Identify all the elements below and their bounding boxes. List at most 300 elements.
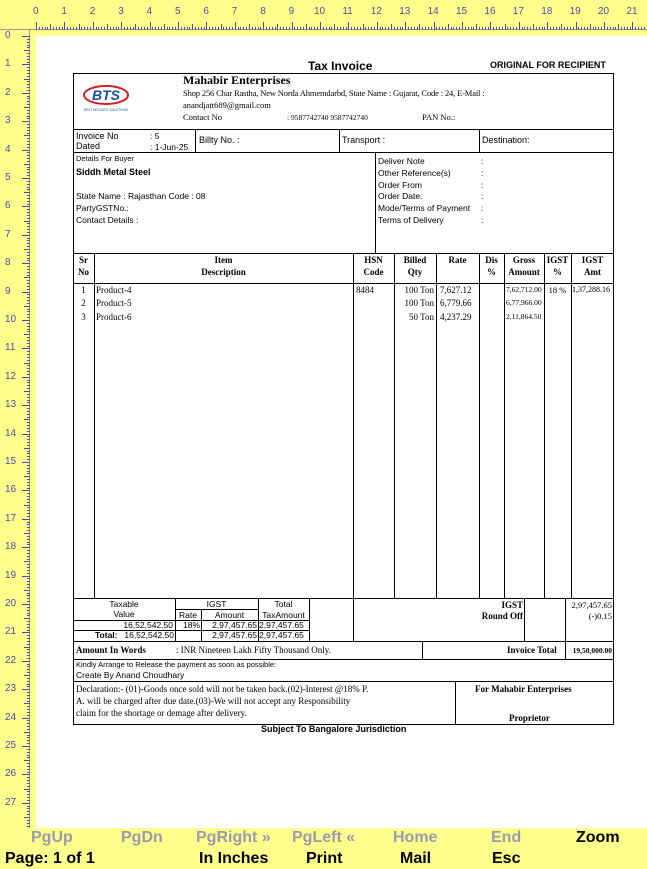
ruler-tick (218, 27, 219, 30)
ruler-tick (382, 27, 383, 30)
ruler-tick (27, 587, 30, 588)
ruler-tick (27, 388, 30, 389)
pgleft-button[interactable]: PgLeft « (292, 829, 356, 846)
ruler-tick (530, 27, 531, 30)
ruler-tick (67, 27, 68, 30)
ruler-tick (527, 27, 528, 30)
ruler-tick (507, 27, 508, 30)
ruler-tick (27, 712, 30, 713)
ruler-tick (27, 735, 30, 736)
ruler-tick (22, 178, 30, 179)
ruler-tick (27, 215, 30, 216)
column-header-igst-amt: Amt (584, 267, 601, 277)
ruler-tick (27, 87, 30, 88)
ruler-tick (27, 181, 30, 182)
ruler-tick (357, 27, 358, 30)
ruler-tick (121, 22, 122, 30)
ruler-tick (27, 340, 30, 341)
declaration-line-3: claim for the shortage or demage after delivery. (76, 708, 247, 718)
home-button[interactable]: Home (393, 829, 438, 846)
ruler-v-label: 5 (5, 172, 11, 183)
billty-label: Billty No. : (199, 135, 240, 145)
ruler-tick (27, 62, 30, 63)
igst-label: IGST (206, 599, 227, 609)
ruler-tick (22, 150, 30, 151)
ruler-tick (212, 27, 213, 30)
ruler-tick (516, 27, 517, 30)
ruler-tick (22, 746, 30, 747)
ruler-tick (27, 453, 30, 454)
ruler-tick (621, 27, 622, 30)
esc-button[interactable]: Esc (492, 850, 521, 867)
ruler-tick (27, 127, 30, 128)
ruler-v-label: 23 (5, 683, 17, 695)
ruler-tick (394, 27, 395, 30)
pgright-button[interactable]: PgRight » (196, 829, 271, 846)
ruler-tick (27, 411, 30, 412)
ruler-tick (27, 187, 30, 188)
ruler-tick (340, 27, 341, 30)
ruler-tick (27, 621, 30, 622)
ruler-tick (439, 27, 440, 30)
total-label: Total (274, 599, 293, 609)
ruler-tick (459, 27, 460, 30)
ruler-tick (27, 53, 30, 54)
ruler-tick (198, 27, 199, 30)
print-button[interactable]: Print (306, 850, 343, 867)
ruler-tick (189, 27, 190, 30)
column-header-qty: Billed (403, 255, 427, 265)
ruler-tick (593, 27, 594, 30)
ruler-tick (27, 607, 30, 608)
ruler-tick (27, 195, 30, 196)
table-cell-rate: 6,779.66 (440, 298, 472, 309)
ruler-h-label: 17 (512, 6, 524, 17)
ruler-tick (275, 27, 276, 30)
ruler-tick (283, 27, 284, 30)
ruler-tick (64, 22, 65, 30)
ruler-tick (419, 24, 420, 30)
ruler-tick (27, 442, 30, 443)
ruler-tick (192, 24, 193, 30)
ruler-tick (567, 27, 568, 30)
ruler-v-label: 6 (5, 200, 11, 212)
created-by: Create By Anand Choudhary (76, 670, 185, 680)
ruler-tick (27, 550, 30, 551)
ruler-tick (488, 27, 489, 30)
ruler-tick (326, 27, 327, 30)
ruler-tick (27, 556, 30, 557)
ruler-tick (584, 27, 585, 30)
page-indicator: Page: 1 of 1 (5, 850, 95, 867)
ruler-h-label: 3 (118, 6, 124, 17)
ruler-tick (24, 50, 30, 51)
ruler-tick (90, 27, 91, 30)
ruler-tick (27, 570, 30, 571)
ruler-tick (601, 27, 602, 30)
ruler-tick (297, 27, 298, 30)
ruler-tick (27, 644, 30, 645)
ruler-tick (27, 414, 30, 415)
ruler-tick (337, 27, 338, 30)
ruler-tick (27, 232, 30, 233)
ruler-tick (610, 27, 611, 30)
ruler-tick (292, 22, 293, 30)
ruler-tick (445, 27, 446, 30)
end-button[interactable]: End (491, 829, 522, 846)
ruler-tick (204, 27, 205, 30)
ruler-tick (27, 439, 30, 440)
ruler-tick (27, 252, 30, 253)
ruler-tick (22, 803, 30, 804)
ruler-tick (87, 27, 88, 30)
ruler-tick (27, 593, 30, 594)
ruler-tick (22, 490, 30, 491)
ruler-h-label: 8 (260, 6, 266, 17)
ruler-tick (453, 27, 454, 30)
ruler-tick (27, 553, 30, 554)
ruler-tick (110, 27, 111, 30)
ruler-tick (300, 27, 301, 30)
table-cell-sr: 2 (81, 298, 86, 309)
column-header-dis: Dis (485, 255, 498, 265)
ruler-tick (24, 164, 30, 165)
ruler-v-label: 18 (5, 541, 17, 553)
ruler-tick (27, 317, 30, 318)
ruler-tick (27, 329, 30, 330)
ruler-tick (27, 394, 30, 395)
ruler-tick (644, 27, 645, 30)
ruler-tick (294, 27, 295, 30)
igst-total-label: IGST (501, 600, 523, 610)
ruler-tick (116, 27, 117, 30)
ruler-tick (22, 93, 30, 94)
ruler-tick (27, 175, 30, 176)
payment-note: Kindly Arrange to Release the payment as soon as possible: (76, 660, 277, 669)
words-value: : INR Nineteen Lakh Fifty Thousand Only. (176, 645, 331, 655)
ruler-v-label: 19 (5, 569, 17, 581)
ruler-tick (47, 27, 48, 30)
ruler-v-label: 3 (5, 115, 11, 127)
ruler-tick (428, 27, 429, 30)
ruler-tick (374, 27, 375, 30)
ruler-tick (27, 740, 30, 741)
ruler-tick (24, 135, 30, 136)
ruler-tick (510, 27, 511, 30)
ruler-tick (27, 666, 30, 667)
ruler-v-label: 8 (5, 257, 11, 269)
ruler-tick (27, 169, 30, 170)
ruler-tick (27, 314, 30, 315)
ruler-tick (27, 823, 30, 824)
ruler-tick (306, 24, 307, 30)
delivery-field-label: Deliver Note (378, 156, 425, 166)
ruler-tick (377, 22, 378, 30)
taxable-label: Taxable (109, 599, 139, 609)
ruler-tick (27, 641, 30, 642)
ruler-tick (27, 729, 30, 730)
ruler-tick (24, 505, 30, 506)
zoom-button[interactable]: Zoom (576, 829, 620, 846)
ruler-tick (27, 601, 30, 602)
ruler-tick (24, 789, 30, 790)
ruler-tick (27, 757, 30, 758)
ruler-tick (27, 783, 30, 784)
ruler-tick (27, 695, 30, 696)
ruler-tick (27, 769, 30, 770)
row-rate: 18% (182, 620, 200, 630)
ruler-tick (22, 206, 30, 207)
ruler-tick (615, 27, 616, 30)
ruler-tick (519, 22, 520, 30)
ruler-tick (27, 189, 30, 190)
ruler-tick (27, 184, 30, 185)
ruler-tick (348, 22, 349, 30)
ruler-tick (417, 27, 418, 30)
pgup-button[interactable]: PgUp (31, 829, 73, 846)
ruler-h-label: 15 (456, 6, 468, 17)
ruler-tick (493, 27, 494, 30)
ruler-tick (499, 27, 500, 30)
ruler-tick (27, 652, 30, 653)
ruler-tick (93, 22, 94, 30)
ruler-tick (425, 27, 426, 30)
ruler-tick (53, 27, 54, 30)
ruler-tick (269, 27, 270, 30)
ruler-tick (27, 110, 30, 111)
ruler-tick (113, 27, 114, 30)
ruler-tick (27, 385, 30, 386)
ruler-tick (624, 27, 625, 30)
units-button[interactable]: In Inches (199, 850, 269, 867)
ruler-h-label: 16 (484, 6, 496, 17)
ruler-tick (221, 24, 222, 30)
company-email: anandjatt689@gmail.com (183, 100, 271, 110)
ruler-tick (27, 772, 30, 773)
ruler-tick (314, 27, 315, 30)
ruler-tick (408, 27, 409, 30)
ruler-tick (24, 618, 30, 619)
ruler-v-label: 2 (5, 86, 11, 98)
ruler-tick (27, 485, 30, 486)
ruler-tick (147, 27, 148, 30)
ruler-tick (27, 323, 30, 324)
ruler-tick (22, 462, 30, 463)
ruler-tick (422, 27, 423, 30)
contact-value: : 9587742740 9587742740 (287, 113, 368, 122)
ruler-tick (98, 27, 99, 30)
ruler-tick (27, 402, 30, 403)
ruler-tick (502, 27, 503, 30)
delivery-field-colon: : (481, 215, 484, 225)
ruler-tick (240, 27, 241, 30)
ruler-tick (22, 434, 30, 435)
ruler-v-label: 10 (5, 314, 17, 325)
ruler-tick (368, 27, 369, 30)
jurisdiction-note: Subject To Bangalore Jurisdiction (261, 724, 407, 734)
ruler-tick (22, 576, 30, 577)
ruler-tick (27, 297, 30, 298)
buyer-caption: Details For Buyer (76, 154, 134, 163)
ruler-tick (556, 27, 557, 30)
ruler-tick (27, 141, 30, 142)
ruler-h-label: 18 (541, 6, 553, 17)
ruler-tick (22, 604, 30, 605)
ruler-tick (27, 723, 30, 724)
ruler-tick (27, 300, 30, 301)
pgdn-button[interactable]: PgDn (121, 829, 163, 846)
ruler-tick (414, 27, 415, 30)
ruler-tick (263, 22, 264, 30)
ruler-tick (27, 638, 30, 639)
table-cell-igst-amt: 1,37,288.16 (572, 285, 610, 294)
ruler-v-label: 1 (5, 58, 11, 70)
ruler-tick (590, 24, 591, 30)
ruler-tick (27, 752, 30, 753)
ruler-tick (104, 27, 105, 30)
ruler-tick (27, 39, 30, 40)
ruler-tick (27, 212, 30, 213)
table-cell-rate: 7,627.12 (440, 285, 472, 295)
ruler-tick (280, 27, 281, 30)
ruler-tick (27, 311, 30, 312)
ruler-v-label: 25 (5, 740, 17, 751)
round-off-label: Round Off (481, 611, 523, 621)
ruler-tick (249, 24, 250, 30)
ruler-tick (62, 27, 63, 30)
ruler-tick (27, 743, 30, 744)
column-header-dis: % (487, 267, 496, 277)
ruler-tick (27, 294, 30, 295)
table-cell-item: Product-6 (96, 311, 132, 322)
ruler-tick (27, 303, 30, 304)
ruler-tick (27, 81, 30, 82)
ruler-tick (27, 425, 30, 426)
ruler-h-label: 20 (598, 6, 610, 17)
ruler-tick (27, 133, 30, 134)
ruler-tick (547, 22, 548, 30)
ruler-h-label: 21 (626, 6, 638, 17)
ruler-tick (27, 709, 30, 710)
ruler-tick (524, 27, 525, 30)
ruler-tick (118, 27, 119, 30)
ruler-tick (238, 27, 239, 30)
ruler-tick (27, 567, 30, 568)
ruler-tick (448, 24, 449, 30)
mail-button[interactable]: Mail (400, 850, 432, 867)
invoice-no-value: : 5 (150, 131, 160, 141)
ruler-tick (27, 482, 30, 483)
ruler-tick (27, 152, 30, 153)
proprietor-label: Proprietor (509, 713, 550, 723)
ruler-tick (24, 334, 30, 335)
ruler-tick (27, 158, 30, 159)
ruler-tick (289, 27, 290, 30)
ruler-tick (27, 357, 30, 358)
ruler-tick (184, 27, 185, 30)
ruler-tick (24, 675, 30, 676)
ruler-tick (27, 755, 30, 756)
ruler-tick (473, 27, 474, 30)
ruler-tick (27, 686, 30, 687)
value-label: Value (113, 609, 135, 619)
ruler-tick (27, 374, 30, 375)
column-header-igst-pct: % (553, 267, 562, 277)
ruler-tick (573, 27, 574, 30)
ruler-tick (27, 698, 30, 699)
ruler-tick (27, 309, 30, 310)
print-preview-page (36, 36, 647, 828)
ruler-tick (635, 27, 636, 30)
ruler-tick (27, 777, 30, 778)
ruler-tick (260, 27, 261, 30)
ruler-tick (27, 272, 30, 273)
ruler-v-label: 0 (5, 30, 11, 41)
ruler-tick (24, 277, 30, 278)
ruler-h-label: 1 (61, 6, 67, 17)
table-cell-qty: 50 Ton (409, 311, 434, 322)
ruler-tick (27, 720, 30, 721)
ruler-tick (27, 280, 30, 281)
ruler-tick (96, 27, 97, 30)
ruler-tick (27, 522, 30, 523)
table-cell-hsn: 8484 (356, 285, 374, 295)
table-cell-igst-pct: 18 % (548, 285, 567, 295)
ruler-v-label: 27 (5, 796, 17, 808)
ruler-tick (27, 672, 30, 673)
ruler-tick (27, 346, 30, 347)
ruler-tick (27, 681, 30, 682)
ruler-v-label: 22 (5, 654, 17, 666)
ruler-tick (465, 27, 466, 30)
dated-label: Dated (76, 141, 101, 151)
ruler-tick (385, 27, 386, 30)
ruler-tick (27, 209, 30, 210)
ruler-tick (363, 24, 364, 30)
ruler-tick (155, 27, 156, 30)
ruler-tick (27, 794, 30, 795)
column-header-igst-amt: IGST (581, 255, 604, 265)
ruler-tick (27, 56, 30, 57)
ruler-tick (388, 27, 389, 30)
ruler-tick (27, 138, 30, 139)
ruler-tick (27, 510, 30, 511)
ruler-tick (24, 760, 30, 761)
ruler-tick (27, 692, 30, 693)
ruler-h-label: 19 (569, 6, 581, 17)
ruler-tick (371, 27, 372, 30)
ruler-tick (24, 391, 30, 392)
ruler-v-label: 15 (5, 456, 17, 467)
total-amount: 2,97,457.65 (212, 630, 257, 640)
ruler-tick (27, 76, 30, 77)
ruler-tick (39, 27, 40, 30)
ruler-tick (22, 519, 30, 520)
ruler-tick (27, 155, 30, 156)
ruler-tick (431, 27, 432, 30)
ruler-tick (277, 24, 278, 30)
ruler-tick (135, 24, 136, 30)
table-cell-item: Product-5 (96, 298, 132, 309)
ruler-tick (27, 814, 30, 815)
ruler-tick (27, 806, 30, 807)
ruler-v-label: 21 (5, 626, 17, 638)
ruler-tick (351, 27, 352, 30)
ruler-tick (27, 240, 30, 241)
ruler-tick (365, 27, 366, 30)
buyer-name: Siddh Metal Steel (76, 167, 151, 177)
ruler-tick (561, 24, 562, 30)
